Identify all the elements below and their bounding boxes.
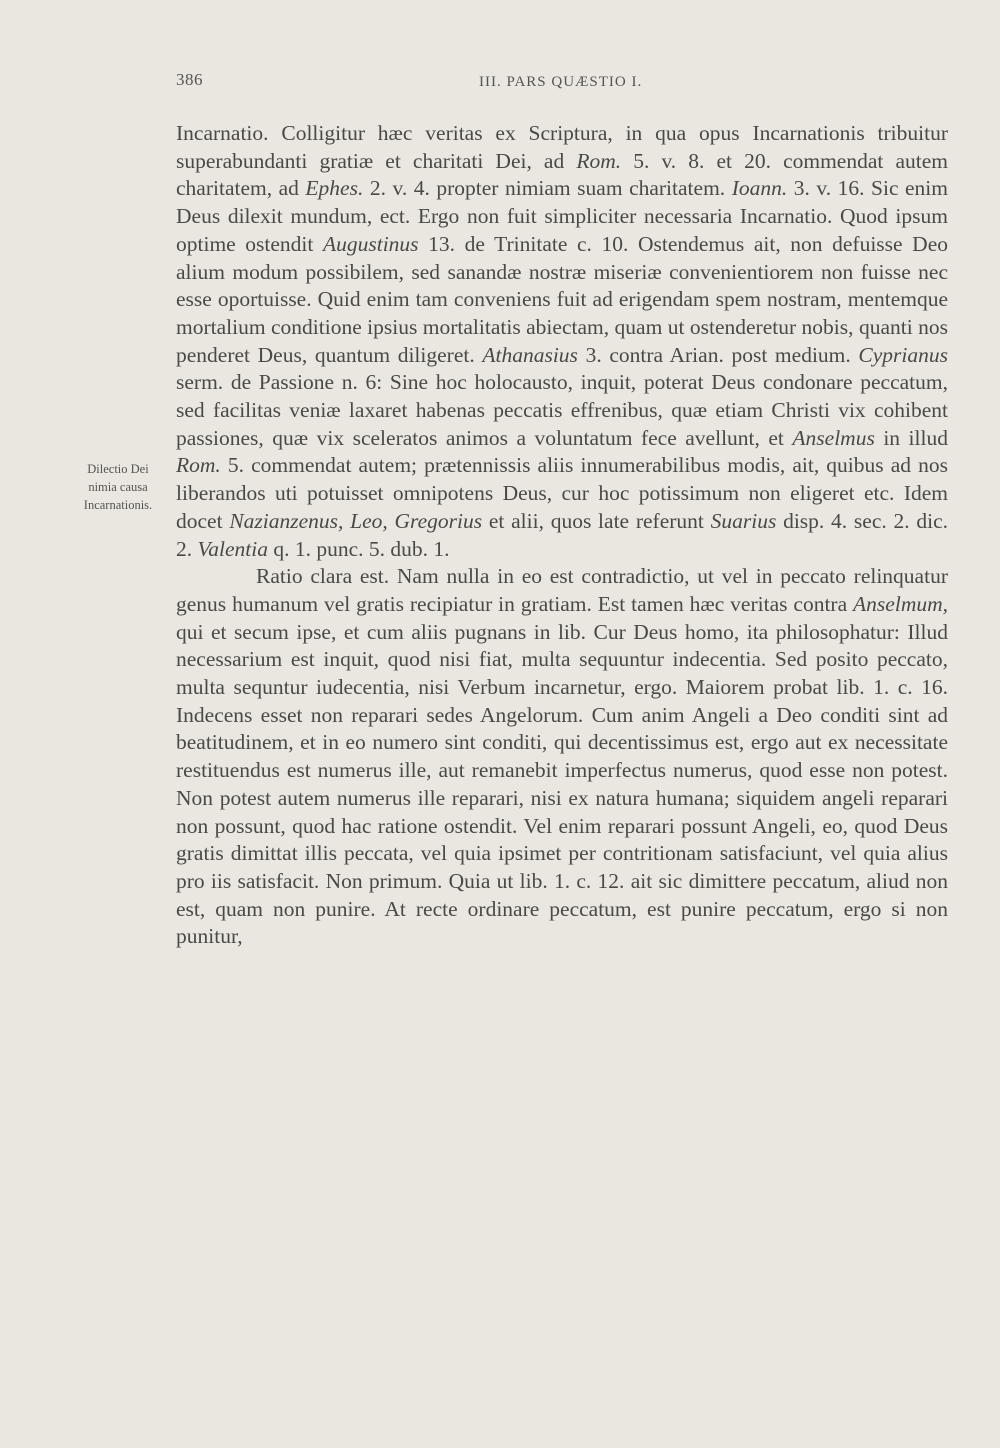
text-run: serm. de Passione n. 6: Sine hoc holocausto, inquit, poterat Deus condonare peccatum, sed facilitas veniæ laxaret habenas peccatis effrenibus, quæ etiam Christi vix cohibent passiones, quæ vix sceleratos animos a voluntatum fece avellunt, et (176, 370, 948, 450)
text-run: 5. v. 8. et 20. commendat autem charitatem, ad (176, 148, 948, 201)
text-run: Incarnatio. Colligitur hæc veritas ex Scriptura, in qua opus Incarnationis tribuitur superabundanti gratiæ et charitati Dei, ad (176, 121, 948, 173)
italic-citation: Rom. (576, 148, 622, 173)
text-run: 3. contra Arian. post medium. (577, 342, 859, 367)
text-run: 2. v. 4. propter nimiam suam charitatem. (363, 176, 732, 201)
margin-note-line: Incarnationis. (83, 498, 153, 512)
text-run: et alii, quos late referunt (482, 508, 711, 533)
running-head (176, 70, 946, 100)
italic-citation: Suarius (710, 508, 777, 533)
running-title: III. PARS QUÆSTIO I. (479, 74, 643, 90)
body-text (176, 120, 948, 951)
italic-citation: Rom. (176, 453, 221, 478)
paragraph (176, 120, 948, 563)
paragraph (176, 563, 948, 951)
italic-citation: Anselmum, (853, 591, 948, 616)
text-run: q. 1. punc. 5. dub. 1. (267, 536, 450, 561)
italic-citation: Valentia (197, 536, 268, 561)
italic-citation: Athanasius (482, 342, 578, 367)
margin-note-line: nimia causa (88, 480, 148, 494)
text-run: disp. 4. sec. 2. dic. 2. (176, 508, 948, 561)
text-run: 3. v. 16. Sic enim Deus dilexit mundum, ect. Ergo non fuit simpliciter necessaria Incarnatio. Quod ipsum optime ostendit (176, 176, 948, 256)
italic-citation: Cyprianus (858, 342, 948, 367)
text-run: 13. de Trinitate c. 10. Ostendemus ait, non defuisse Deo alium modum possibilem, sed sanandæ nostræ miseriæ convenientiorem non fuisse nec esse oportuisse. Quid enim tam conveniens fuit ad erigendam spem nostram, mentemque mortalium conditione ipsius mortalitatis abiectam, quam ut ostenderetur nobis, quanti nos penderet Deus, quantum diligeret. (176, 231, 948, 367)
text-run: qui et secum ipse, et cum aliis pugnans in lib. Cur Deus homo, ita philosophatur: Illud necessarium est inquit, quod nisi fiat, multa sequuntur indecentia. Sed posito peccato, multa sequntur iudecentia, nisi Verbum incarnetur, ergo. Maiorem probat lib. 1. c. 16. Indecens esset non reparari sedes Angelorum. Cum anim Angeli a Deo conditi sint ad beatitudinem, et in eo numero sint conditi, qui decentissimus est, ergo aut ex necessitate restituendus est numerus ille, aut remanebit imperfectus numerus, quod esse non potest. Non potest autem numerus ille reparari, nisi ex natura humana; siquidem angeli reparari non possunt, quod hac ratione ostendit. Vel enim reparari possunt Angeli, eo, quod Deus gratis dimittat illis peccata, vel quia ipsimet per contritionam satisfaciunt, vel quia alius pro iis satisfacit. Non primum. Quia ut lib. 1. c. 12. ait sic dimittere peccatum, aliud non est, quam non punire. At recte ordinare peccatum, est punire peccatum, ergo si non punitur, (176, 619, 948, 949)
text-run: Ratio clara est. Nam nulla in eo est contradictio, ut vel in peccato relinquatur genus humanum vel gratis recipiatur in gratiam. Est tamen hæc veritas contra (176, 564, 948, 616)
italic-citation: Anselmus (792, 425, 875, 450)
margin-note (58, 460, 178, 514)
italic-citation: Ioann. (731, 176, 788, 201)
italic-citation: Ephes. (305, 176, 364, 201)
text-run: 5. commendat autem; prætennissis aliis innumerabilibus modis, ait, quibus ad nos liberandos uti potuisset omnipotens Deus, cur hoc potissimum non eligeret etc. Idem docet (176, 453, 948, 533)
page-number: 386 (176, 70, 203, 89)
text-run: in illud (874, 425, 948, 450)
italic-citation: Augustinus (322, 231, 419, 256)
margin-note-line: Dilectio Dei (87, 462, 149, 476)
italic-citation: Nazianzenus, Leo, Gregorius (229, 508, 483, 533)
